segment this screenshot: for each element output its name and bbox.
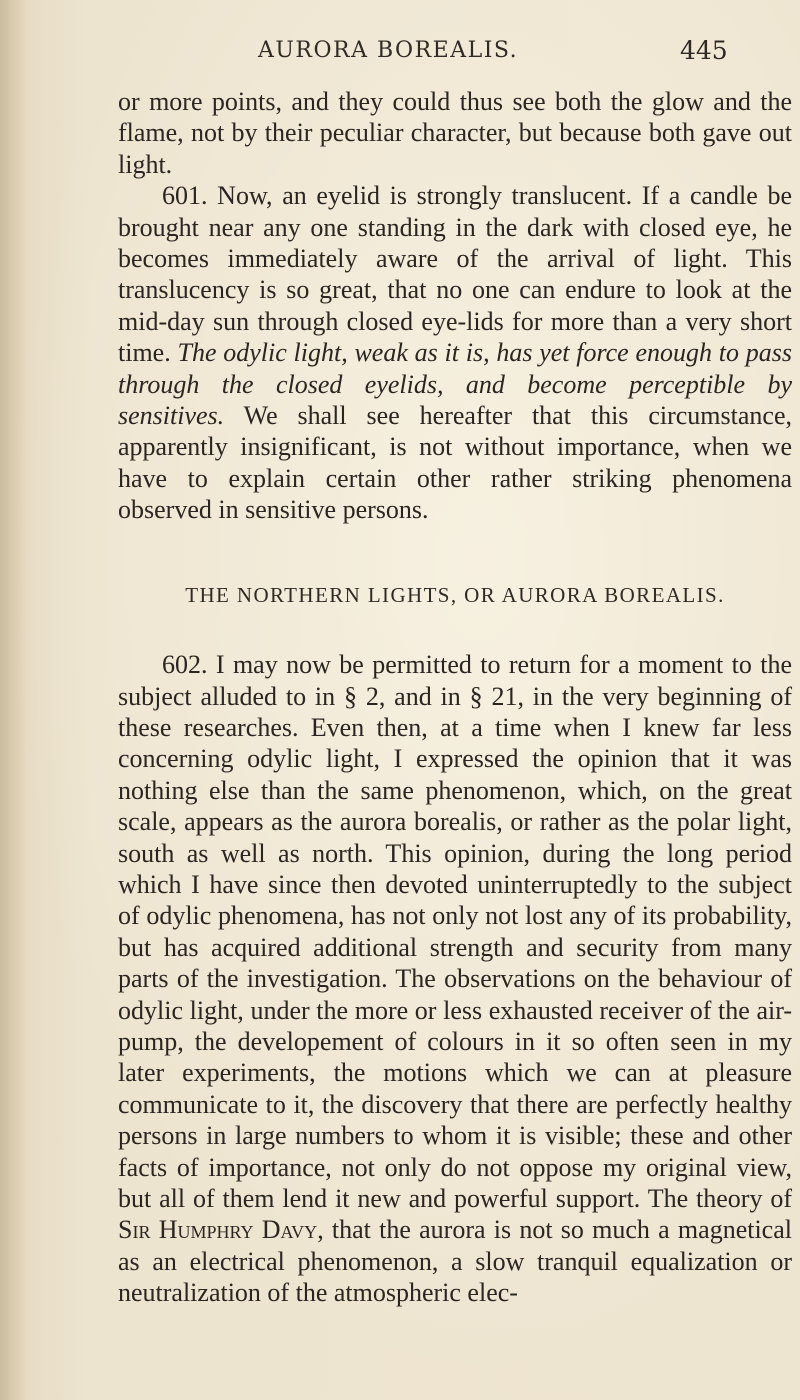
paragraph-602-text-a: 602. I may now be permitted to return for a moment to the subject alluded to in § 2, and in § 21, in the very beginning of these researches. Even then, at a time when I knew far less concerning odylic light, I expressed the opinion that it was nothing else than the same phenomenon, which, on the great scale, appears as the aurora borealis, or rather as the polar light, south as well as north. This opinion, during the long period which I have since then devoted uninterruptedly to the subject of odylic phenomena, has not only not lost any of its probability, but has acquired additional strength and security from many parts of the investigation. The observations on the behaviour of odylic light, under the more or less exhausted receiver of the air-pump, the developement of colours in it so often seen in my later experiments, the motions which we can at pleasure communicate to it, the discovery that there are perfectly healthy persons in large numbers to whom it is visible; these and other facts of importance, not only do not oppose my original view, but all of them lend it new and powerful support. The theory of bbox=[118, 650, 792, 1213]
section-heading: THE NORTHERN LIGHTS, OR AURORA BOREALIS. bbox=[185, 582, 725, 607]
paragraph-601-text-a: 601. Now, an eyelid is strongly translucent. If a candle be brought near any one standing in the dark with closed eye, he becomes immediately aware of the arrival of light. This translucency is so great, that no one can endure to look at the mid-day sun through closed eye-lids for more than a very short time. bbox=[118, 181, 792, 368]
running-title: AURORA BOREALIS. bbox=[258, 38, 519, 63]
paragraph-602-text-b: , that the aurora is not so much a magnetical as an electrical phenomenon, a slow tranquil equalization or neutralization of the atmospheric elec- bbox=[118, 1215, 792, 1308]
body-text bbox=[118, 86, 792, 1309]
paragraph-601-italic: The odylic light, weak as it is, has yet force enough to pass through the closed eyelids, and become perceptible by sensitives. bbox=[118, 338, 793, 431]
page-number: 445 bbox=[680, 36, 728, 65]
paragraph-601-text-b: We shall see hereafter that this circumstance, apparently insignificant, is not without importance, when we have to explain certain other rather striking phenomena observed in sensitive persons. bbox=[118, 401, 792, 525]
paragraph-601 bbox=[118, 180, 792, 525]
paragraph-continued: or more points, and they could thus see both the glow and the flame, not by their peculiar character, but because both gave out light. bbox=[118, 87, 792, 179]
page-gutter-shadow bbox=[0, 0, 26, 1400]
person-name: Sir Humphry Davy bbox=[118, 1215, 318, 1245]
page-header bbox=[0, 38, 800, 78]
paragraph-602 bbox=[118, 649, 792, 1309]
